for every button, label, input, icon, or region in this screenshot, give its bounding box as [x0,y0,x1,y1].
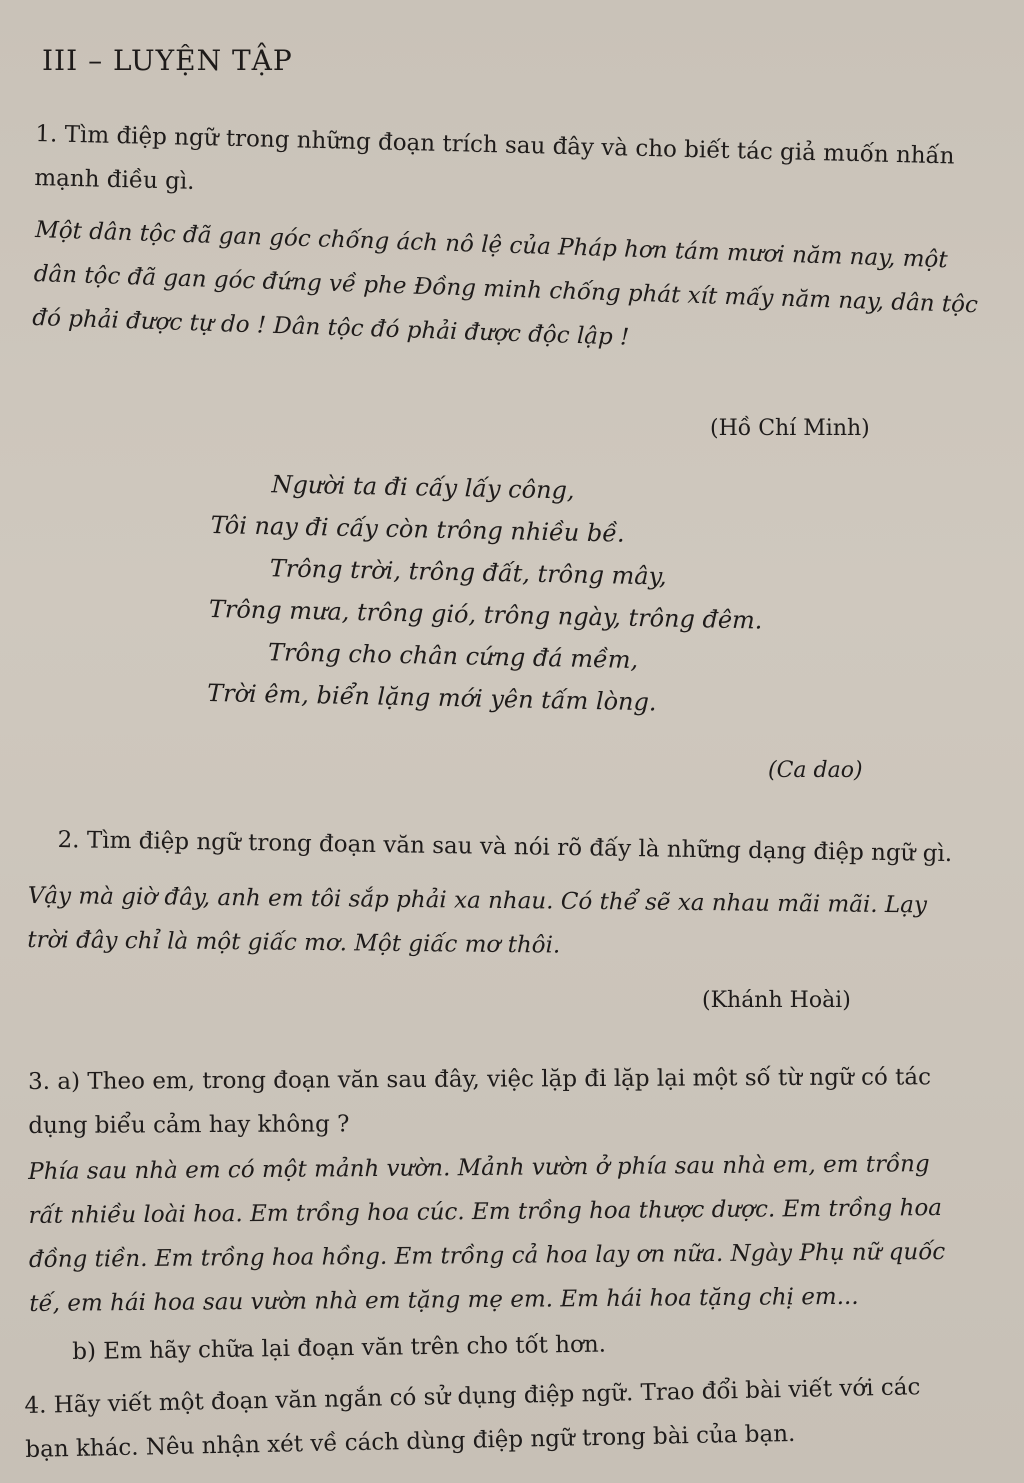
poem-line: Trời êm, biển lặng mới yên tấm lòng. [206,678,657,717]
poem-line: Tôi nay đi cấy còn trông nhiều bề. [210,510,625,548]
exercise-2-prompt: 2. Tìm điệp ngữ trong đoạn văn sau và nói rõ đấy là những dạng điệp ngữ gì. [57,826,953,868]
exercise-3-passage: Phía sau nhà em có một mảnh vườn. Mảnh vườn ở phía sau nhà em, em trồng rất nhiều loài hoa. Em trồng hoa cúc. Em trồng hoa thược dược. Em trồng hoa đồng tiền. Em trồng hoa hồng. Em trồng cả hoa lay ơn nữa. Ngày Phụ nữ quốc tế, em hái hoa sau vườn nhà em tặng mẹ em. Em hái hoa tặng chị em... [28,1151,946,1317]
section-title: III – LUYỆN TẬP [42,44,293,77]
exercise-1-passage-source: (Hồ Chí Minh) [710,416,870,441]
exercise-3b-prompt: b) Em hãy chữa lại đoạn văn trên cho tốt hơn. [72,1331,607,1365]
exercise-1-prompt: 1. Tìm điệp ngữ trong những đoạn trích sau đây và cho biết tác giả muốn nhấn mạnh điều gì. [34,120,955,195]
poem-line: Trông cho chân cứng đá mềm, [267,638,639,674]
exercise-2-passage: Vậy mà giờ đây, anh em tôi sắp phải xa nhau. Có thể sẽ xa nhau mãi mãi. Lạy trời đây chỉ là một giấc mơ. Một giấc mơ thôi. [27,882,928,959]
exercise-3a-prompt: 3. a) Theo em, trong đoạn văn sau đây, việc lặp đi lặp lại một số từ ngữ có tác dụng biểu cảm hay không ? [28,1064,931,1139]
poem-line: Trông trời, trông đất, trông mây, [269,554,667,591]
exercise-1-poem [207,462,766,726]
exercise-4-prompt: 4. Hãy viết một đoạn văn ngắn có sử dụng điệp ngữ. Trao đổi bài viết với các bạn khác. Nêu nhận xét về cách dùng điệp ngữ trong bài của bạn. [24,1374,921,1463]
exercise-1-passage: Một dân tộc đã gan góc chống ách nô lệ của Pháp hơn tám mươi năm nay, một dân tộc đã gan góc đứng về phe Đồng minh chống phát xít mấy năm nay, dân tộc đó phải được tự do ! Dân tộc đó phải được độc lập ! [31,216,979,351]
poem-line: Trông mưa, trông gió, trông ngày, trông đêm. [208,594,763,635]
poem-line: Người ta đi cấy lấy công, [271,470,575,505]
exercise-1-poem-source: (Ca dao) [768,758,863,783]
exercise-2-source: (Khánh Hoài) [702,988,851,1013]
